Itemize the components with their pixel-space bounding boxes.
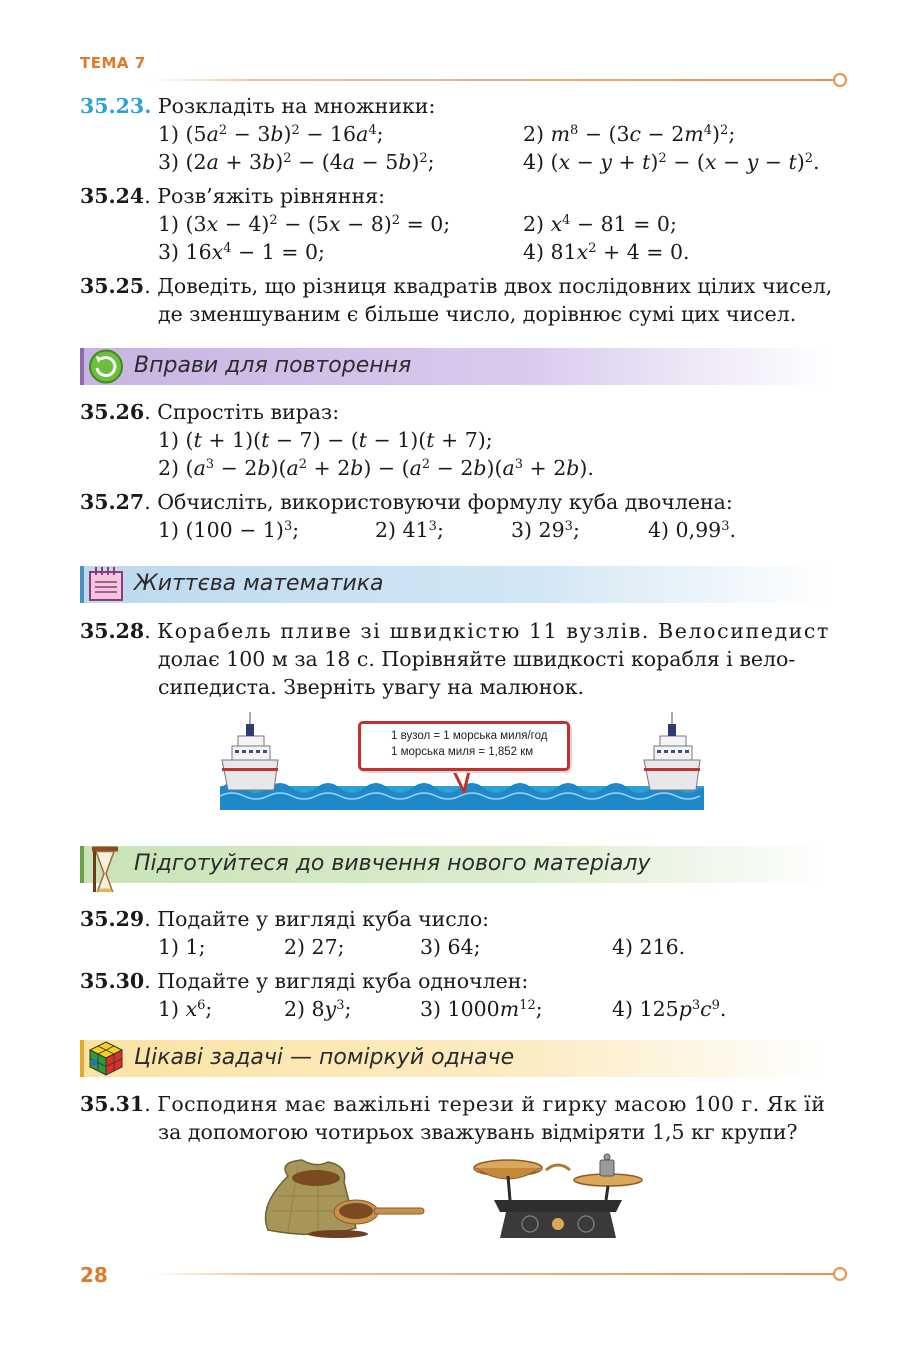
problem-35-27: 35.27. Обчисліть, використовуючи формулу куба двочлена:: [80, 490, 733, 514]
problem-number: 35.28: [80, 619, 145, 643]
problem-number: 35.26: [80, 400, 145, 424]
ship-right: [644, 712, 700, 790]
footer-rule: [150, 1273, 834, 1275]
header-rule: [150, 79, 834, 81]
item-3: 3) 64;: [420, 935, 481, 959]
section-title: Вправи для повторення: [134, 353, 412, 378]
item-4: 4) $81x^2 + 4 = 0$.: [523, 240, 690, 264]
section-header-interesting: [80, 1040, 829, 1077]
item-4: 4) $(x - y + t)^2 - (x - y - t)^2$.: [523, 150, 820, 174]
problem-number: 35.24: [80, 184, 145, 208]
problem-35-31: 35.31. Господиня має важільні терези й гирку масою 100 г. Як їй: [80, 1092, 826, 1116]
item-1: 1) $x^6$;: [158, 997, 213, 1021]
problem-text: Розкладіть на множники:: [157, 94, 436, 118]
problem-text: Спростіть вираз:: [157, 400, 340, 424]
item-3: 3) $1000m^{12}$;: [420, 997, 543, 1021]
problem-35-30: 35.30. Подайте у вигляді куба одночлен:: [80, 969, 529, 993]
section-header-repetition: [80, 348, 829, 385]
item-4: 4) $125p^3c^9$.: [612, 997, 727, 1021]
problem-text: Корабель пливе зі швидкістю 11 вузлів. Велосипедист: [157, 619, 830, 643]
item-3: 3) $16x^4 - 1 = 0$;: [158, 240, 325, 264]
problem-text-continued: сипедиста. Зверніть увагу на малюнок.: [158, 675, 585, 699]
problem-number: 35.23.: [80, 94, 152, 118]
problem-text-continued: де зменшуваним є більше число, дорівнює сумі цих чисел.: [158, 302, 797, 326]
rubiks-cube-icon: [86, 1040, 126, 1077]
item-2: 2) $x^4 - 81 = 0$;: [523, 212, 677, 236]
problem-number: 35.27: [80, 490, 145, 514]
problem-35-24: 35.24. Розв’яжіть рівняння:: [80, 184, 385, 208]
callout-line-2: 1 морська миля = 1,852 км: [391, 746, 534, 758]
header-ring: [833, 73, 847, 87]
grain-sack-illustration: [258, 1156, 428, 1240]
item-1: 1) (t + 1)(t − 7) − (t − 1)(t + 7);: [158, 428, 493, 452]
problem-35-25: 35.25. Доведіть, що різниця квадратів двох послідовних цілих чисел,: [80, 274, 833, 298]
item-1: 1) 1;: [158, 935, 206, 959]
problem-35-23: [80, 94, 435, 118]
speed-callout: [358, 721, 570, 771]
hourglass-icon: [86, 834, 126, 892]
problem-text: Доведіть, що різниця квадратів двох послідовних цілих чисел,: [157, 274, 833, 298]
item-2: 2) 27;: [284, 935, 345, 959]
page-number: 28: [80, 1263, 108, 1287]
problem-text: Подайте у вигляді куба число:: [157, 907, 490, 931]
problem-35-29: 35.29. Подайте у вигляді куба число:: [80, 907, 490, 931]
notebook-icon: [86, 566, 126, 603]
problem-35-26: 35.26. Спростіть вираз:: [80, 400, 340, 424]
section-title: Цікаві задачі — поміркуй одначе: [134, 1045, 515, 1070]
item-2: 2) $8y^3$;: [284, 997, 352, 1021]
callout-line-1: 1 вузол = 1 морська миля/год: [391, 730, 548, 742]
item-2: 2) $41^3$;: [375, 518, 444, 542]
item-4: 4) 0,99$^3$.: [648, 518, 737, 542]
item-2: 2) $(a^3 - 2b)(a^2 + 2b) - (a^2 - 2b)(a^3 + 2b)$.: [158, 456, 594, 480]
problem-text-continued: долає 100 м за 18 с. Порівняйте швидкості корабля і вело-: [158, 647, 796, 671]
section-header-life-math: [80, 566, 829, 603]
item-2: 2) $m^8 - (3c - 2m^4)^2$;: [523, 122, 736, 146]
balance-scale-illustration: [470, 1150, 646, 1242]
item-1: 1) $(3x - 4)^2 - (5x - 8)^2 = 0$;: [158, 212, 451, 236]
item-1: 1) $(100 - 1)^3$;: [158, 518, 300, 542]
item-3: 3) $(2a + 3b)^2 - (4a - 5b)^2$;: [158, 150, 435, 174]
item-1: 1) $(5a^2 - 3b)^2 - 16a^4$;: [158, 122, 384, 146]
problem-35-28: 35.28. Корабель пливе зі швидкістю 11 вузлів. Велосипедист: [80, 619, 830, 643]
problem-text: Розв’яжіть рівняння:: [157, 184, 385, 208]
section-title: Підготуйтеся до вивчення нового матеріалу: [134, 851, 651, 876]
topic-label: ТЕМА 7: [80, 54, 146, 72]
problem-number: 35.31: [80, 1092, 145, 1116]
problem-number: 35.29: [80, 907, 145, 931]
section-header-prepare: [80, 846, 829, 883]
problem-text: Обчисліть, використовуючи формулу куба двочлена:: [157, 490, 733, 514]
item-4: 4) 216.: [612, 935, 686, 959]
item-3: 3) $29^3$;: [511, 518, 580, 542]
problem-text: Подайте у вигляді куба одночлен:: [157, 969, 529, 993]
section-title: Життєва математика: [134, 571, 384, 596]
problem-text: Господиня має важільні терези й гирку масою 100 г. Як їй: [157, 1092, 826, 1116]
ship-left: [222, 712, 278, 790]
problem-text-continued: за допомогою чотирьох зважувань відміряти 1,5 кг крупи?: [158, 1120, 798, 1144]
repeat-icon: [86, 348, 126, 385]
problem-number: 35.25: [80, 274, 145, 298]
footer-ring: [833, 1267, 847, 1281]
problem-number: 35.30: [80, 969, 145, 993]
